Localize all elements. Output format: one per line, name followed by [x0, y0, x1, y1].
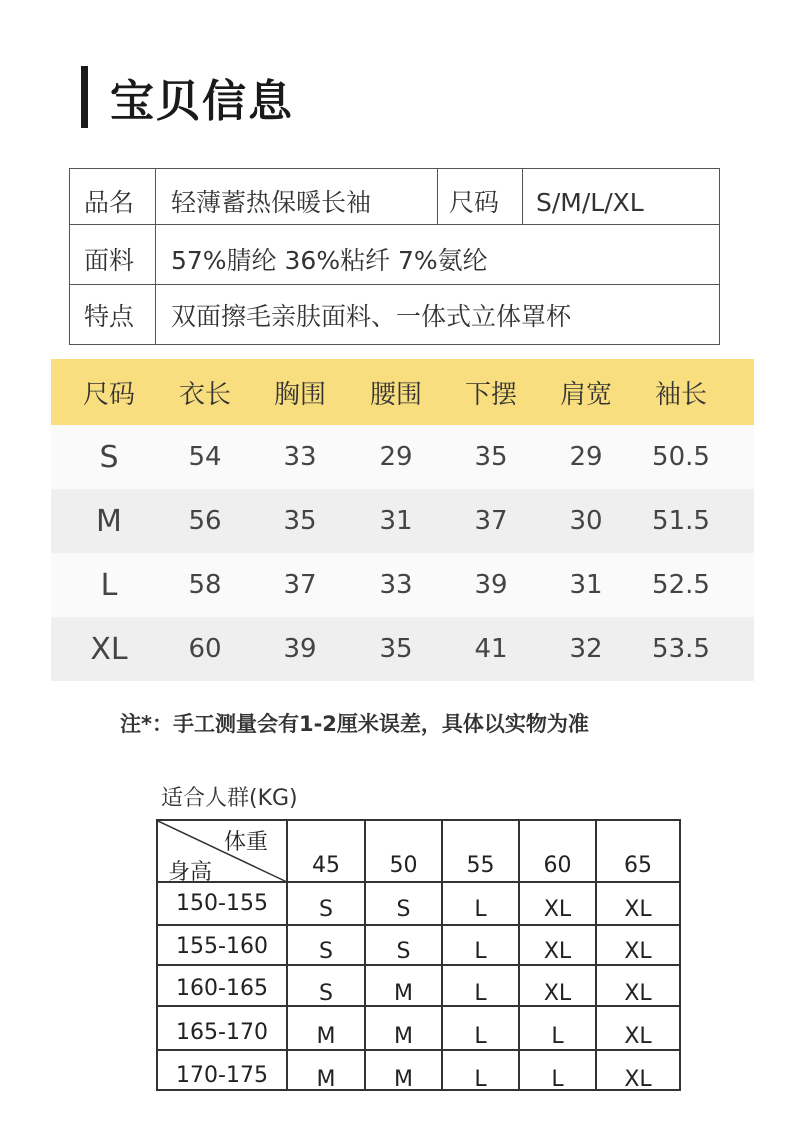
- size-cell: 51.5: [652, 506, 710, 536]
- height-range: 170-175: [176, 1063, 268, 1088]
- corner-weight-label: 体重: [224, 830, 269, 855]
- fit-size-cell: XL: [624, 981, 652, 1006]
- size-cell: 52.5: [652, 570, 710, 600]
- weight-header: 55: [466, 853, 495, 878]
- fit-grid-line: [158, 1049, 679, 1051]
- size-cell: 56: [188, 506, 222, 536]
- info-divider: [155, 169, 156, 344]
- size-header-cell: 衣长: [178, 379, 231, 410]
- size-header-cell: 肩宽: [559, 379, 612, 410]
- fit-size-cell: S: [319, 981, 333, 1006]
- size-cell: 41: [474, 634, 508, 664]
- info-divider: [70, 284, 719, 285]
- size-header-cell: 尺码: [82, 379, 135, 410]
- fit-size-cell: XL: [624, 939, 652, 964]
- size-header-cell: 袖长: [654, 379, 707, 410]
- size-cell: XL: [90, 631, 128, 667]
- size-table-row: [51, 617, 754, 681]
- height-range: 155-160: [176, 934, 268, 959]
- size-cell: 58: [188, 570, 222, 600]
- page-title: 宝贝信息: [110, 76, 294, 127]
- info-size-label: 尺码: [449, 188, 500, 217]
- fit-size-cell: L: [474, 1067, 487, 1092]
- info-name-value: 轻薄蓄热保暖长袖: [171, 188, 372, 217]
- height-range: 150-155: [176, 891, 268, 916]
- fit-size-cell: M: [316, 1067, 336, 1092]
- fit-size-cell: L: [551, 1067, 564, 1092]
- fit-grid-line: [158, 924, 679, 926]
- fit-size-cell: M: [394, 1067, 413, 1092]
- fit-grid-line: [158, 881, 679, 883]
- fit-size-cell: XL: [624, 897, 652, 922]
- weight-header: 60: [543, 853, 572, 878]
- info-fabric-label: 面料: [84, 246, 135, 275]
- info-divider: [522, 169, 523, 224]
- size-cell: 54: [188, 442, 222, 472]
- size-cell: 29: [569, 442, 603, 472]
- size-cell: 37: [283, 570, 317, 600]
- size-cell: 35: [379, 634, 413, 664]
- info-fabric-value: 57%腈纶 36%粘纤 7%氨纶: [171, 246, 488, 275]
- size-header-cell: 腰围: [369, 379, 422, 410]
- fit-table-title: 适合人群(KG): [161, 786, 298, 811]
- size-header-cell: 下摆: [464, 379, 517, 410]
- info-size-value: S/M/L/XL: [536, 188, 644, 217]
- size-table-header: [51, 359, 754, 425]
- fit-size-cell: XL: [543, 981, 572, 1006]
- fit-size-cell: XL: [624, 1024, 652, 1049]
- fit-size-cell: L: [474, 897, 487, 922]
- size-cell: 35: [474, 442, 508, 472]
- size-cell: 29: [379, 442, 413, 472]
- corner-height-label: 身高: [168, 860, 213, 885]
- fit-size-cell: L: [474, 981, 487, 1006]
- weight-header: 50: [389, 853, 418, 878]
- fit-size-cell: S: [396, 939, 411, 964]
- size-cell: 30: [569, 506, 603, 536]
- size-table: [51, 359, 754, 681]
- info-name-label: 品名: [84, 188, 135, 217]
- fit-size-cell: M: [394, 981, 413, 1006]
- info-divider: [437, 169, 438, 224]
- fit-size-cell: XL: [543, 897, 572, 922]
- size-cell: 35: [283, 506, 317, 536]
- fit-size-cell: L: [551, 1024, 564, 1049]
- weight-header: 45: [312, 853, 340, 878]
- size-cell: 39: [474, 570, 508, 600]
- size-cell: 60: [188, 634, 222, 664]
- size-cell: L: [100, 567, 118, 603]
- fit-size-cell: M: [316, 1024, 336, 1049]
- size-cell: 31: [569, 570, 603, 600]
- size-table-row: [51, 553, 754, 617]
- size-cell: 33: [283, 442, 317, 472]
- fit-size-cell: S: [319, 939, 333, 964]
- size-cell: 37: [474, 506, 508, 536]
- fit-size-cell: XL: [624, 1067, 652, 1092]
- height-range: 160-165: [176, 976, 268, 1001]
- fit-size-cell: M: [394, 1024, 413, 1049]
- fit-size-cell: L: [474, 939, 487, 964]
- size-cell: 39: [283, 634, 317, 664]
- size-table-row: [51, 425, 754, 489]
- fit-size-cell: S: [319, 897, 333, 922]
- info-divider: [70, 224, 719, 225]
- info-feature-value: 双面擦毛亲肤面料、一体式立体罩杯: [171, 302, 572, 331]
- height-range: 165-170: [176, 1020, 268, 1045]
- fit-size-cell: L: [474, 1024, 487, 1049]
- weight-header: 65: [624, 853, 652, 878]
- size-cell: 31: [379, 506, 413, 536]
- size-cell: 33: [379, 570, 413, 600]
- size-cell: 50.5: [652, 442, 710, 472]
- fit-size-cell: XL: [543, 939, 572, 964]
- fit-size-cell: S: [396, 897, 411, 922]
- size-cell: S: [99, 439, 119, 475]
- size-cell: M: [96, 503, 122, 539]
- size-table-row: [51, 489, 754, 553]
- size-cell: 53.5: [652, 634, 710, 664]
- fit-grid-line: [158, 964, 679, 966]
- size-header-cell: 胸围: [273, 379, 326, 410]
- info-feature-label: 特点: [84, 302, 135, 331]
- measurement-note: 注*：手工测量会有1-2厘米误差，具体以实物为准: [120, 712, 589, 736]
- size-cell: 32: [569, 634, 603, 664]
- title-accent-bar: [81, 66, 88, 128]
- product-info-table: [69, 168, 720, 345]
- fit-table: [156, 819, 681, 1091]
